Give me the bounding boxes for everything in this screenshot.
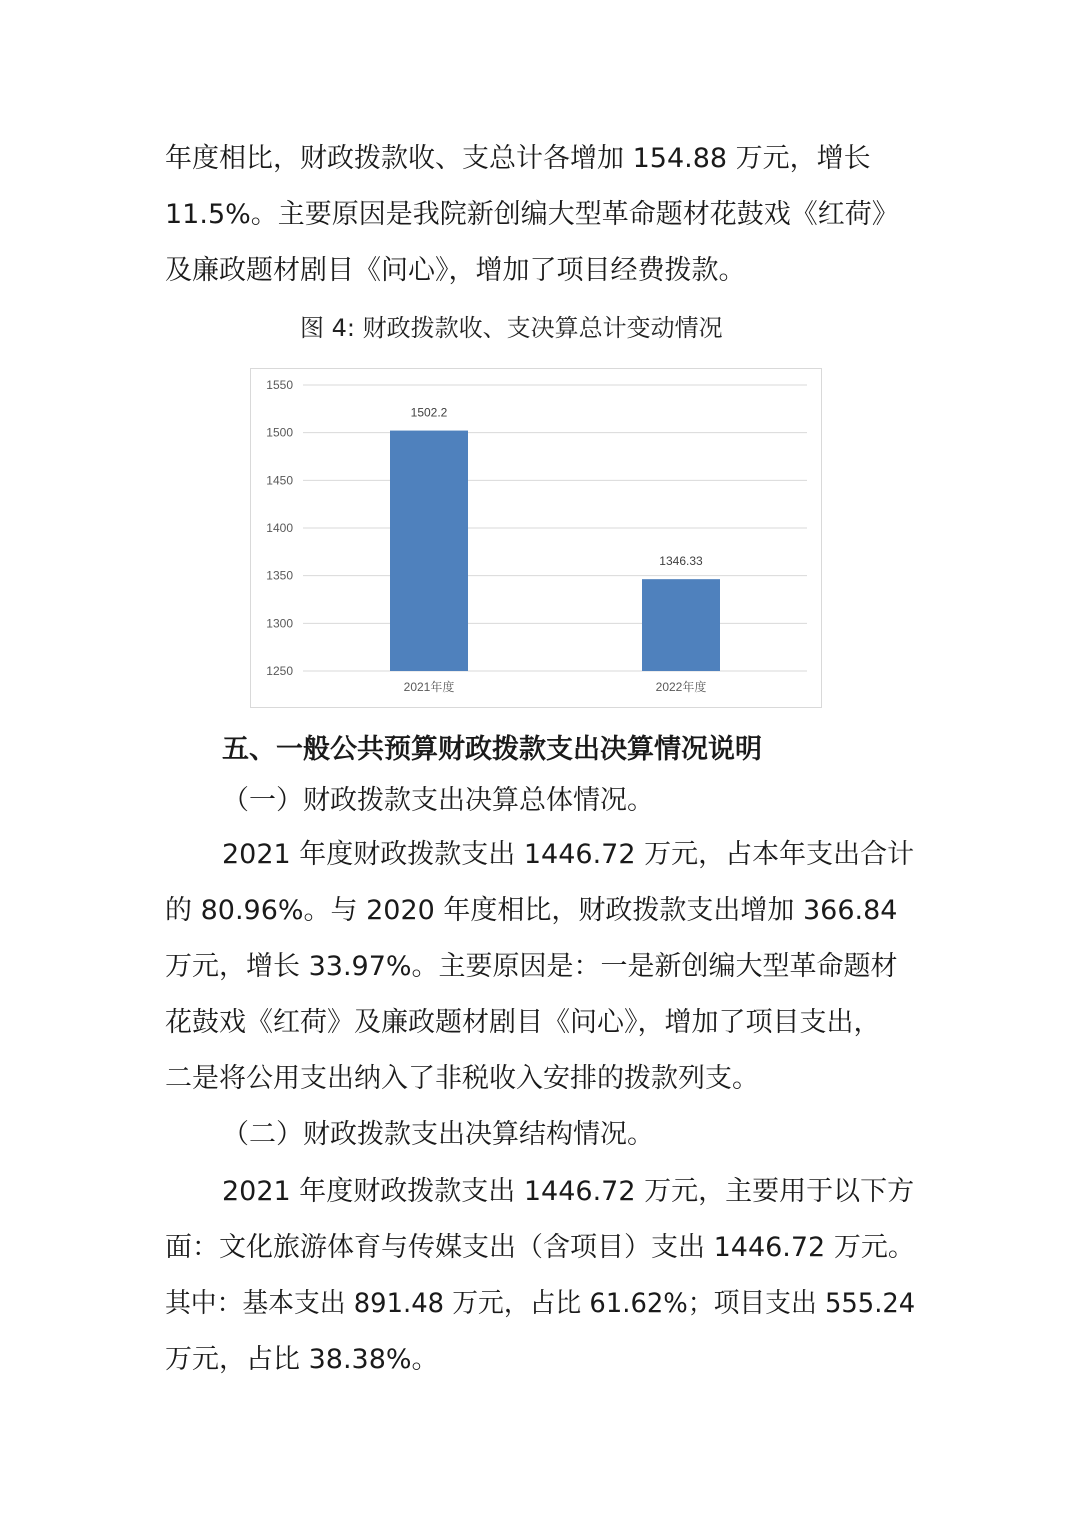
- subsection-heading: （一）财政拨款支出决算总体情况。: [222, 785, 654, 816]
- body-text-line: 万元，占比 38.38%。: [165, 1344, 439, 1375]
- data-label: 1502.2: [410, 405, 448, 420]
- figure-caption: 图 4: 财政拨款收、支决算总计变动情况: [300, 314, 723, 342]
- body-text-line: 2021 年度财政拨款支出 1446.72 万元，主要用于以下方: [222, 1176, 915, 1207]
- body-text-line: 其中：基本支出 891.48 万元，占比 61.62%；项目支出 555.24: [165, 1288, 916, 1319]
- bar: [390, 431, 468, 671]
- body-text-line: 及廉政题材剧目《问心》，增加了项目经费拨款。: [165, 255, 746, 286]
- section-heading: 五、一般公共预算财政拨款支出决算情况说明: [222, 734, 762, 765]
- bar: [642, 579, 720, 671]
- body-text-line: 万元，增长 33.97%。主要原因是：一是新创编大型革命题材: [165, 951, 898, 982]
- body-text-line: 花鼓戏《红荷》及廉政题材剧目《问心》，增加了项目支出，: [165, 1007, 881, 1038]
- y-tick-label: 1400: [266, 521, 293, 535]
- body-text-line: 面：文化旅游体育与传媒支出（含项目）支出 1446.72 万元。: [165, 1232, 915, 1263]
- bar-chart: [250, 368, 822, 708]
- y-tick-label: 1250: [266, 664, 293, 678]
- body-text-line: 11.5%。主要原因是我院新创编大型革命题材花鼓戏《红荷》: [165, 199, 899, 230]
- subsection-heading: （二）财政拨款支出决算结构情况。: [222, 1119, 654, 1150]
- y-tick-label: 1450: [266, 473, 293, 488]
- y-tick-label: 1500: [266, 425, 293, 440]
- bar-chart-svg: [251, 369, 821, 707]
- y-tick-label: 1550: [266, 378, 293, 392]
- body-text-line: 年度相比，财政拨款收、支总计各增加 154.88 万元，增长: [165, 143, 871, 174]
- data-label: 1346.33: [659, 554, 703, 569]
- x-tick-label: 2022年度: [655, 680, 707, 694]
- x-tick-label: 2021年度: [403, 680, 455, 694]
- y-tick-label: 1300: [266, 616, 293, 631]
- body-text-line: 的 80.96%。与 2020 年度相比，财政拨款支出增加 366.84: [165, 895, 898, 926]
- body-text-line: 二是将公用支出纳入了非税收入安排的拨款列支。: [165, 1063, 759, 1094]
- body-text-line: 2021 年度财政拨款支出 1446.72 万元，占本年支出合计: [222, 839, 915, 870]
- y-tick-label: 1350: [266, 568, 293, 583]
